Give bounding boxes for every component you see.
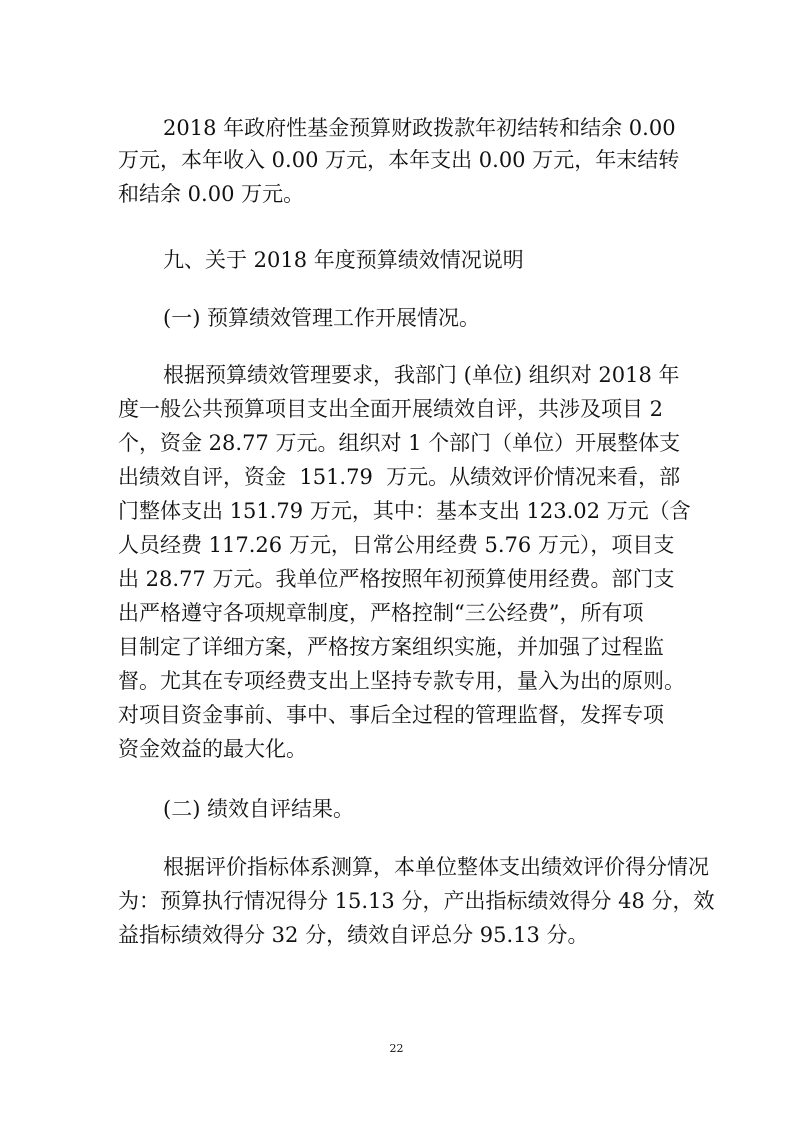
subsection-2-paragraph-line-3: 益指标绩效得分 32 分，绩效自评总分 95.13 分。 <box>118 923 589 947</box>
subsection-2-paragraph-line-1: 根据评价指标体系测算，本单位整体支出绩效评价得分情况 <box>163 855 709 879</box>
subsection-1-paragraph-line-7: 出 28.77 万元。我单位严格按照年初预算使用经费。部门支 <box>118 567 675 591</box>
subsection-2-paragraph-line-2: 为：预算执行情况得分 15.13 分，产出指标绩效得分 48 分，效 <box>118 889 715 913</box>
subsection-1-paragraph-line-12: 资金效益的最大化。 <box>118 737 307 761</box>
fund-paragraph-line-1: 2018 年政府性基金预算财政拨款年初结转和结余 0.00 <box>163 116 676 140</box>
subsection-1-paragraph-line-5: 门整体支出 151.79 万元，其中：基本支出 123.02 万元（含 <box>118 499 691 523</box>
subsection-1-paragraph-line-3: 个，资金 28.77 万元。组织对 1 个部门（单位）开展整体支 <box>118 431 681 455</box>
subsection-1-paragraph-line-10: 督。尤其在专项经费支出上坚持专款专用，量入为出的原则。 <box>118 669 685 693</box>
page-number: 22 <box>389 1042 404 1055</box>
subsection-1-paragraph-line-4: 出绩效自评，资金 151.79 万元。从绩效评价情况来看，部 <box>118 465 681 489</box>
fund-paragraph-line-3: 和结余 0.00 万元。 <box>118 182 305 206</box>
subsection-1-paragraph-line-8: 出严格遵守各项规章制度，严格控制“三公经费”，所有项 <box>118 601 644 625</box>
subsection-2-heading: (二) 绩效自评结果。 <box>163 797 355 821</box>
subsection-1-heading: (一) 预算绩效管理工作开展情况。 <box>163 306 481 330</box>
subsection-1-paragraph-line-11: 对项目资金事前、事中、事后全过程的管理监督，发挥专项 <box>118 703 664 727</box>
subsection-1-paragraph-line-9: 目制定了详细方案，严格按方案组织实施，并加强了过程监 <box>118 635 664 659</box>
subsection-1-paragraph-line-2: 度一般公共预算项目支出全面开展绩效自评，共涉及项目 2 <box>118 397 664 421</box>
subsection-1-paragraph-line-6: 人员经费 117.26 万元，日常公用经费 5.76 万元），项目支 <box>118 533 675 557</box>
section-heading: 九、关于 2018 年度预算绩效情况说明 <box>163 248 524 272</box>
fund-paragraph-line-2: 万元，本年收入 0.00 万元，本年支出 0.00 万元，年末结转 <box>118 148 680 172</box>
subsection-1-paragraph-line-1: 根据预算绩效管理要求，我部门 (单位) 组织对 2018 年 <box>163 363 680 387</box>
